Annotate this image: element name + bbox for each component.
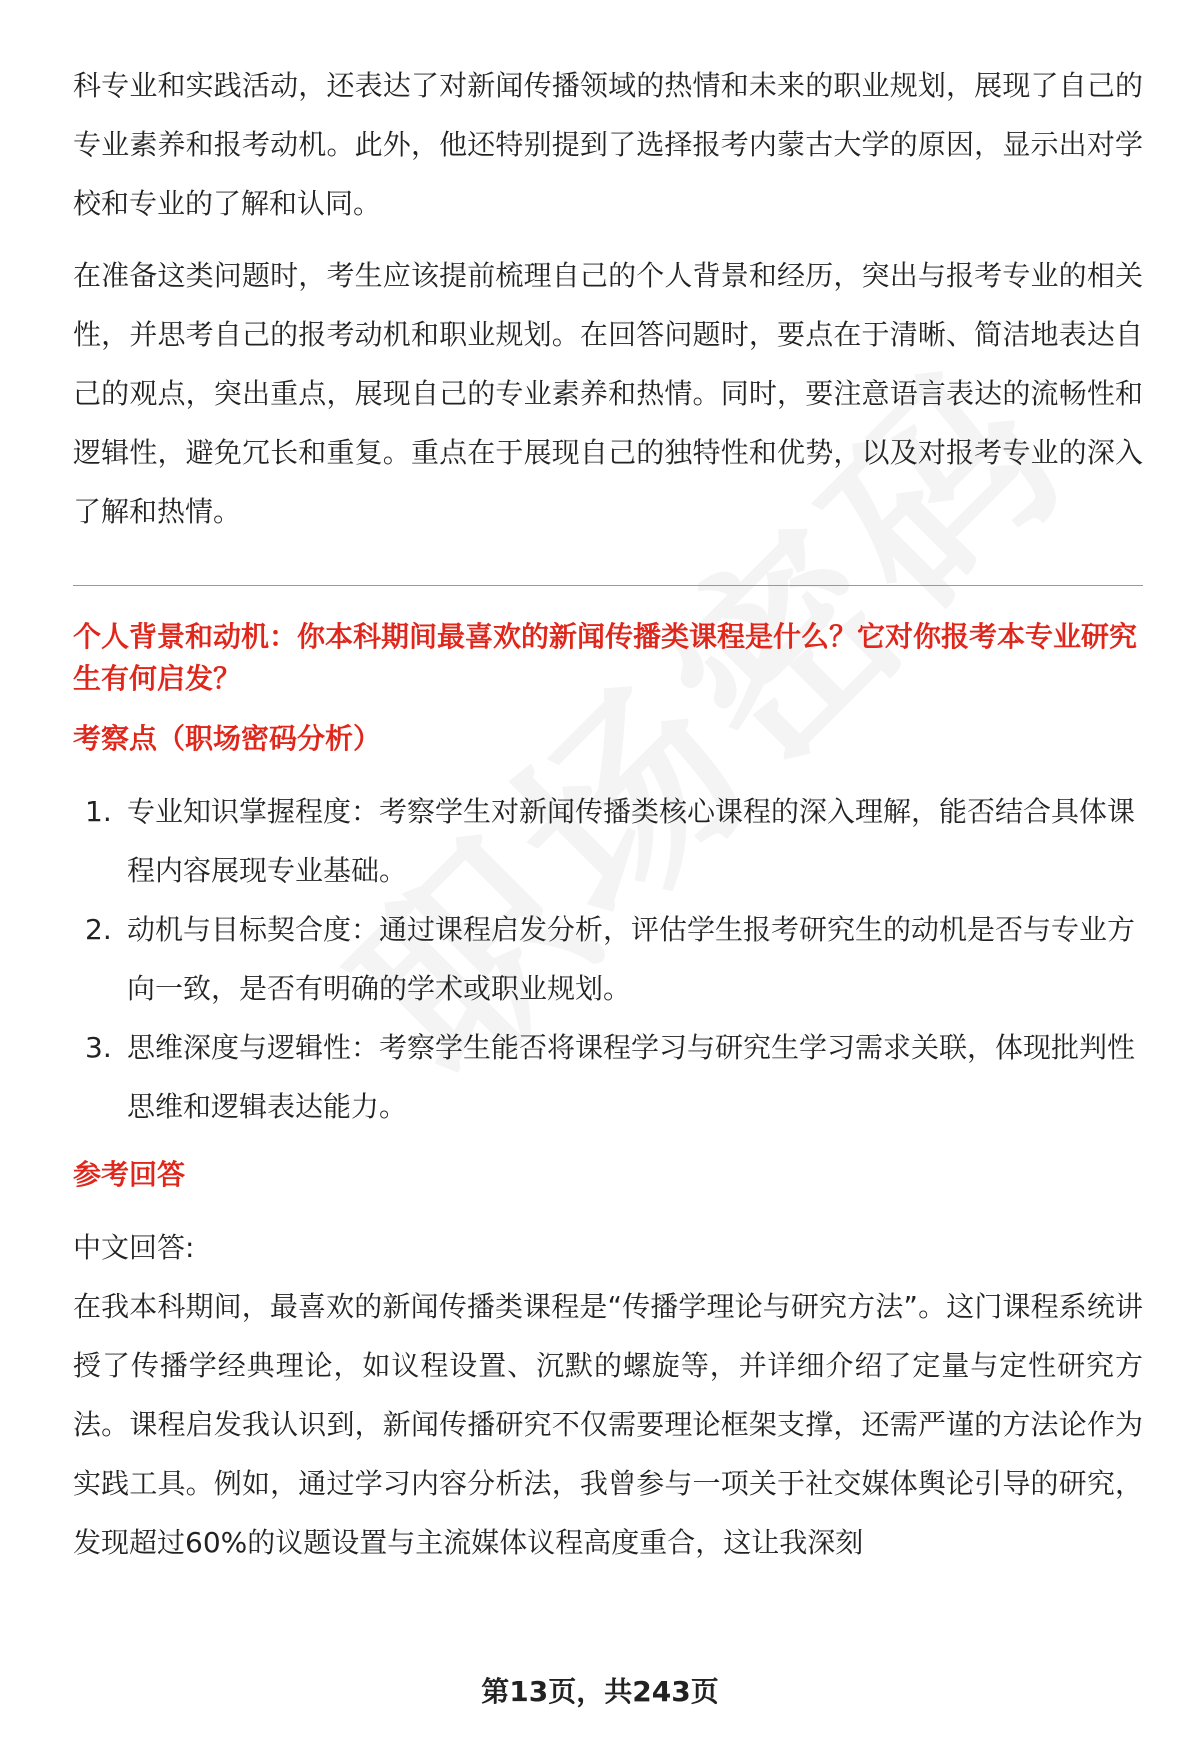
list-item bbox=[73, 1018, 1143, 1136]
page-footer: 第13页，共243页 bbox=[481, 1675, 719, 1708]
reference-title: 参考回答 bbox=[73, 1158, 186, 1191]
intro-paragraph-2: 在准备这类问题时，考生应该提前梳理自己的个人背景和经历，突出与报考专业的相关性，并思考自己的报考动机和职业规划。在回答问题时，要点在于清晰、简洁地表达自己的观点，突出重点，展现自己的专业素养和热情。同时，要注意语言表达的流畅性和逻辑性，避免冗长和重复。重点在于展现自己的独特性和优势，以及对报考专业的深入了解和热情。 bbox=[73, 259, 1143, 528]
list-item bbox=[73, 900, 1143, 1018]
page-content bbox=[73, 56, 1143, 1572]
list-item-text: 动机与目标契合度：通过课程启发分析，评估学生报考研究生的动机是否与专业方向一致，是否有明确的学术或职业规划。 bbox=[127, 913, 1136, 1005]
list-item-number: 3. bbox=[85, 1031, 112, 1064]
section-divider bbox=[73, 585, 1143, 586]
answer-paragraph: 在我本科期间，最喜欢的新闻传播类课程是“传播学理论与研究方法”。这门课程系统讲授了传播学经典理论，如议程设置、沉默的螺旋等，并详细介绍了定量与定性研究方法。课程启发我认识到，新闻传播研究不仅需要理论框架支撑，还需严谨的方法论作为实践工具。例如，通过学习内容分析法，我曾参与一项关于社交媒体舆论引导的研究，发现超过60%的议题设置与主流媒体议程高度重合，这让我深刻 bbox=[73, 1290, 1143, 1559]
list-item bbox=[73, 782, 1143, 900]
answer-label: 中文回答: bbox=[73, 1231, 195, 1264]
intro-paragraph-1: 科专业和实践活动，还表达了对新闻传播领域的热情和未来的职业规划，展现了自己的专业素养和报考动机。此外，他还特别提到了选择报考内蒙古大学的原因，显示出对学校和专业的了解和认同。 bbox=[73, 69, 1143, 220]
list-item-text: 专业知识掌握程度：考察学生对新闻传播类核心课程的深入理解，能否结合具体课程内容展现专业基础。 bbox=[127, 795, 1136, 887]
list-item-number: 1. bbox=[85, 795, 112, 828]
analysis-title: 考察点（职场密码分析） bbox=[73, 722, 382, 755]
list-item-text: 思维深度与逻辑性：考察学生能否将课程学习与研究生学习需求关联，体现批判性思维和逻辑表达能力。 bbox=[127, 1031, 1136, 1123]
list-item-number: 2. bbox=[85, 913, 112, 946]
analysis-list bbox=[73, 782, 1143, 1136]
question-heading: 个人背景和动机：你本科期间最喜欢的新闻传播类课程是什么？它对你报考本专业研究生有何启发？ bbox=[73, 620, 1138, 695]
